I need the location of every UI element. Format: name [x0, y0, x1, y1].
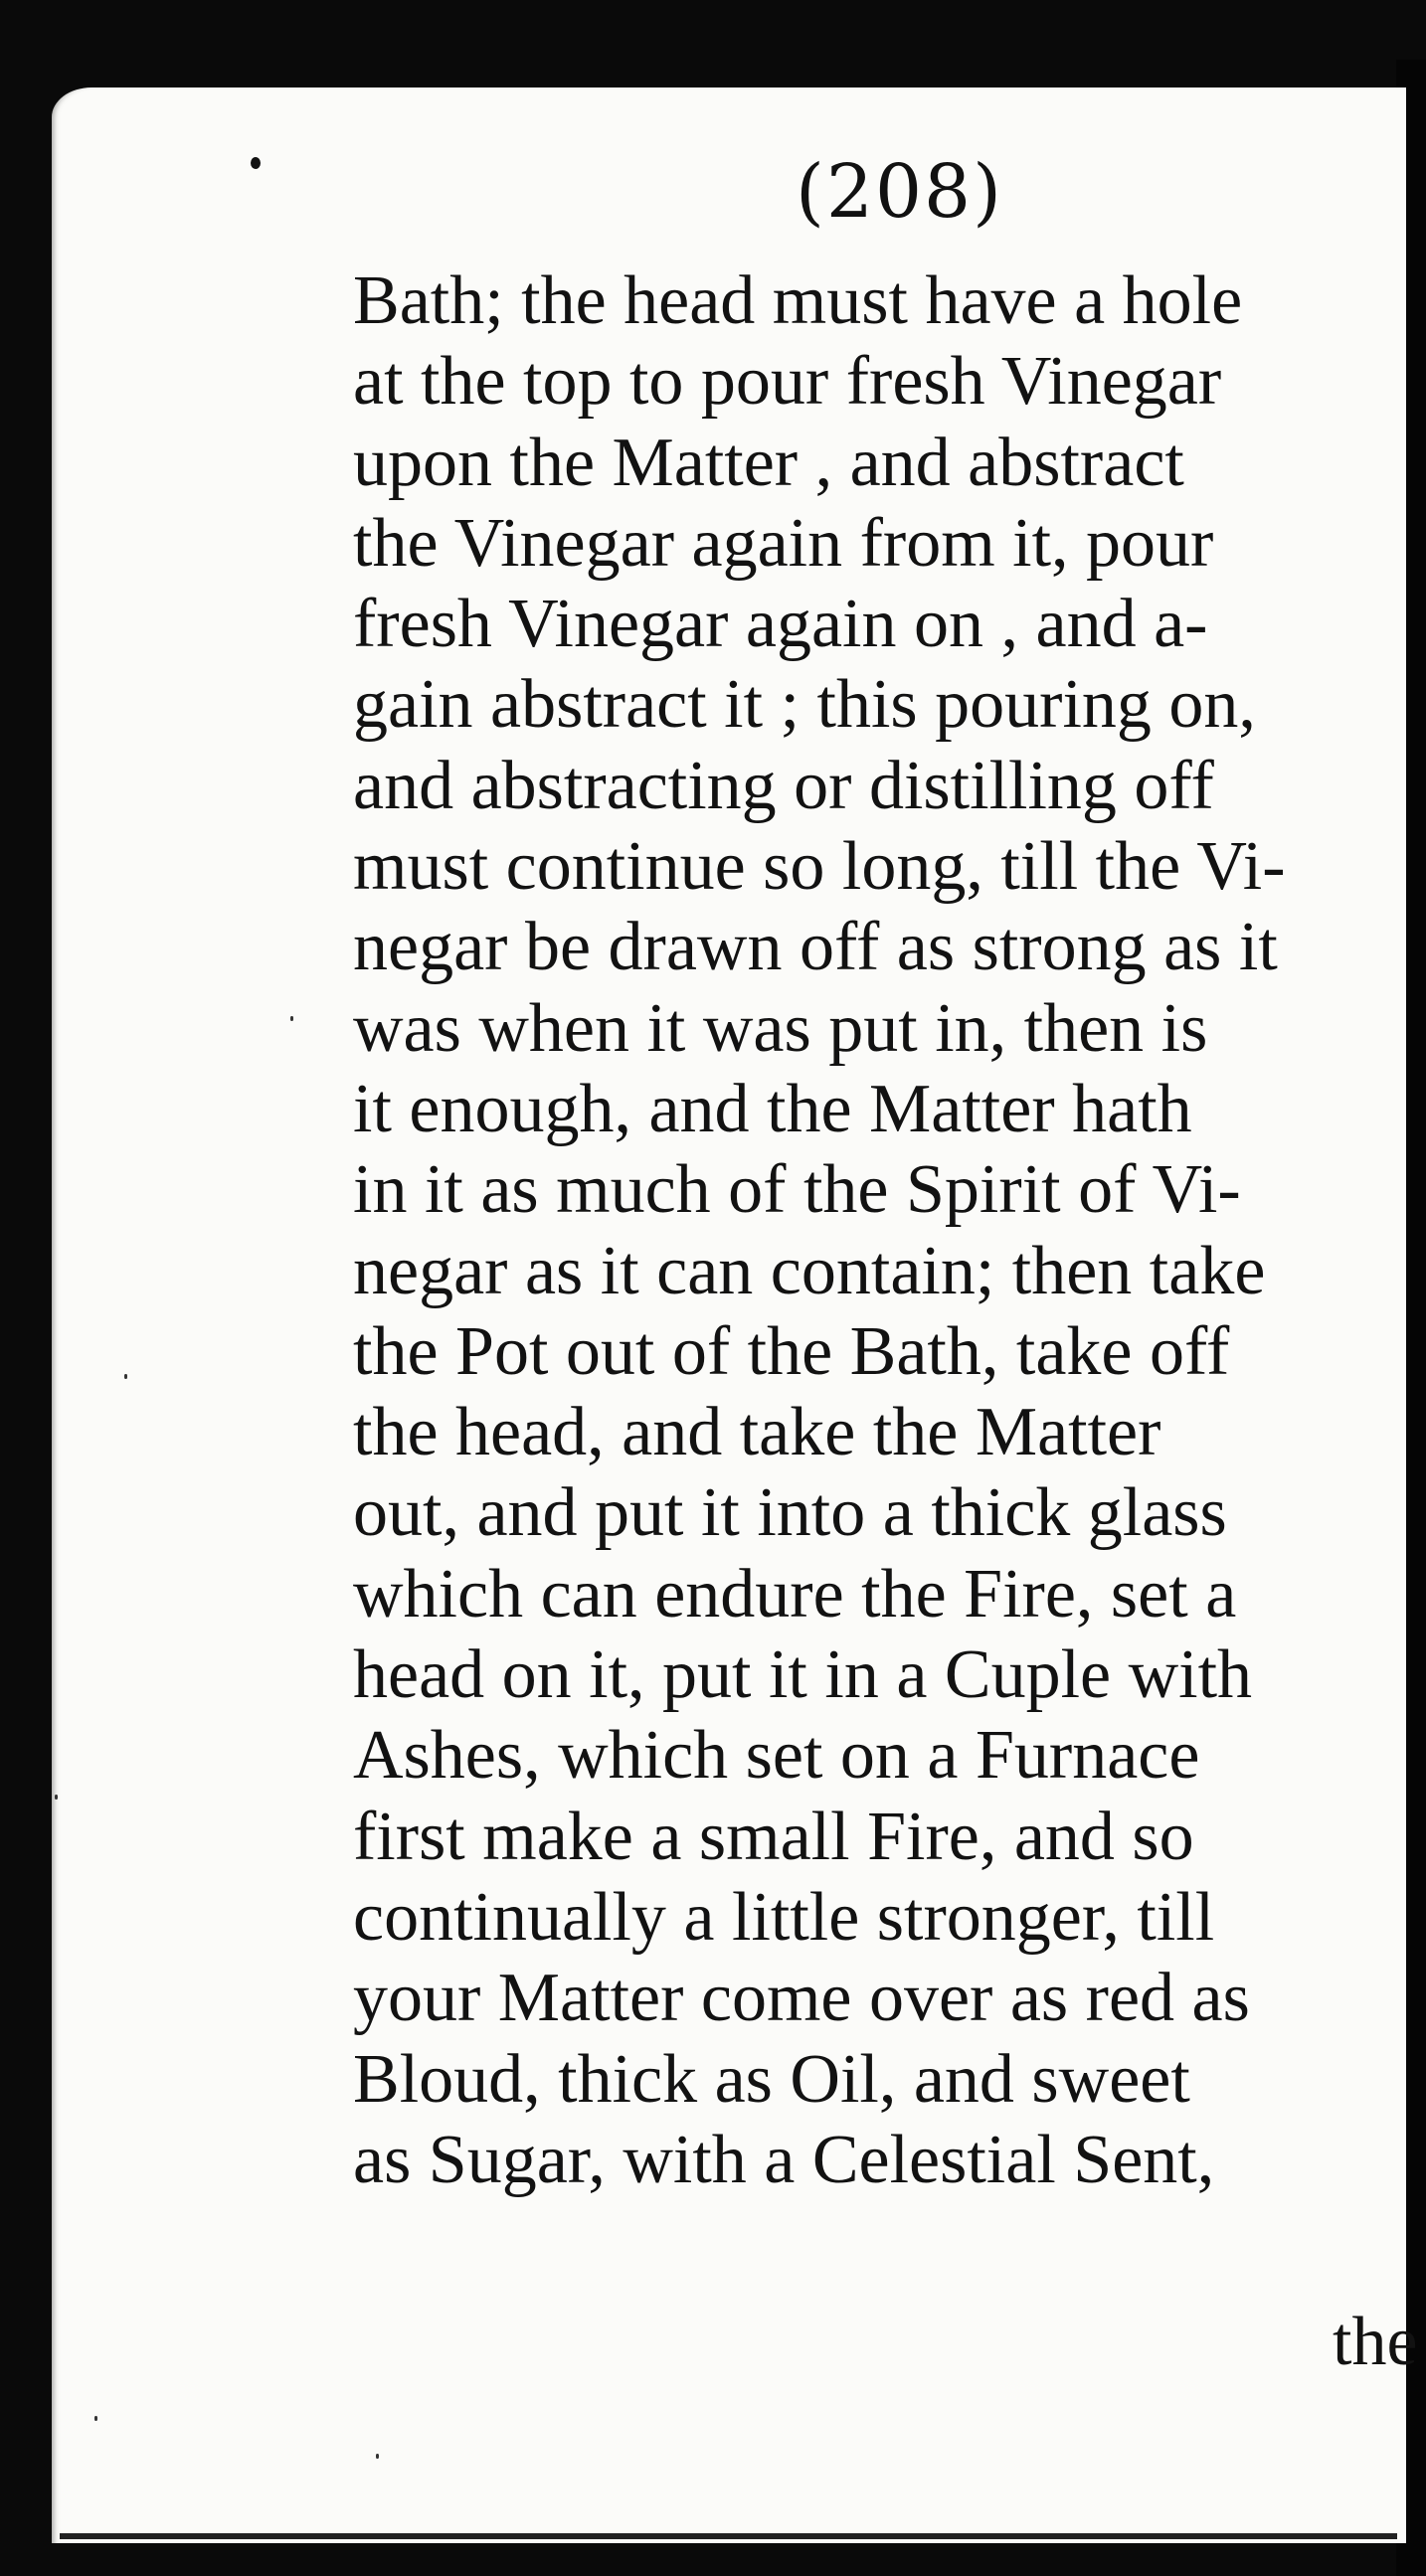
paper-speck: [290, 1016, 293, 1021]
text-line: continually a little stronger, till: [353, 1878, 1215, 1956]
text-line: the head, and take the Matter: [353, 1394, 1161, 1471]
text-line: the Pot out of the Bath, take off: [353, 1312, 1230, 1390]
text-line: the Vinegar again from it, pour: [353, 504, 1214, 582]
text-line: negar as it can contain; then take: [353, 1232, 1266, 1309]
text-line: as Sugar, with a Celestial Sent,: [353, 2121, 1215, 2198]
text-line: fresh Vinegar again on , and a-: [353, 586, 1208, 663]
text-line: upon the Matter , and abstract: [353, 424, 1184, 501]
text-line: Ashes, which set on a Furnace: [353, 1717, 1200, 1795]
text-line: was when it was put in, then is: [353, 989, 1208, 1067]
text-line: which can endure the Fire, set a: [353, 1555, 1237, 1632]
text-line: and abstracting or distilling off: [353, 747, 1214, 824]
body-text: [353, 260, 1426, 2200]
text-line: your Matter come over as red as: [353, 1960, 1250, 2037]
page-bottom-edge: [60, 2533, 1397, 2539]
page-number: (208): [796, 149, 1003, 235]
paper-speck: [94, 2416, 97, 2421]
text-line: it enough, and the Matter hath: [353, 1070, 1192, 1147]
paper-speck: [124, 1374, 127, 1379]
text-line: at the top to pour fresh Vinegar: [353, 343, 1222, 421]
text-line: Bloud, thick as Oil, and sweet: [353, 2040, 1190, 2118]
text-line: negar be drawn off as strong as it: [353, 909, 1278, 986]
text-line: head on it, put it in a Cuple with: [353, 1636, 1253, 1714]
text-line: out, and put it into a thick glass: [353, 1474, 1227, 1552]
text-line: gain abstract it ; this pouring on,: [353, 666, 1256, 744]
ink-blot-mark: [251, 157, 261, 169]
catchword: the: [1333, 2304, 1418, 2380]
paper-speck: [376, 2454, 379, 2459]
text-line: first make a small Fire, and so: [353, 1798, 1194, 1875]
paper-speck: [55, 1795, 58, 1800]
text-line: Bath; the head must have a hole: [353, 262, 1243, 339]
text-line: in it as much of the Spirit of Vi-: [353, 1151, 1241, 1229]
text-line: must continue so long, till the Vi-: [353, 828, 1286, 906]
